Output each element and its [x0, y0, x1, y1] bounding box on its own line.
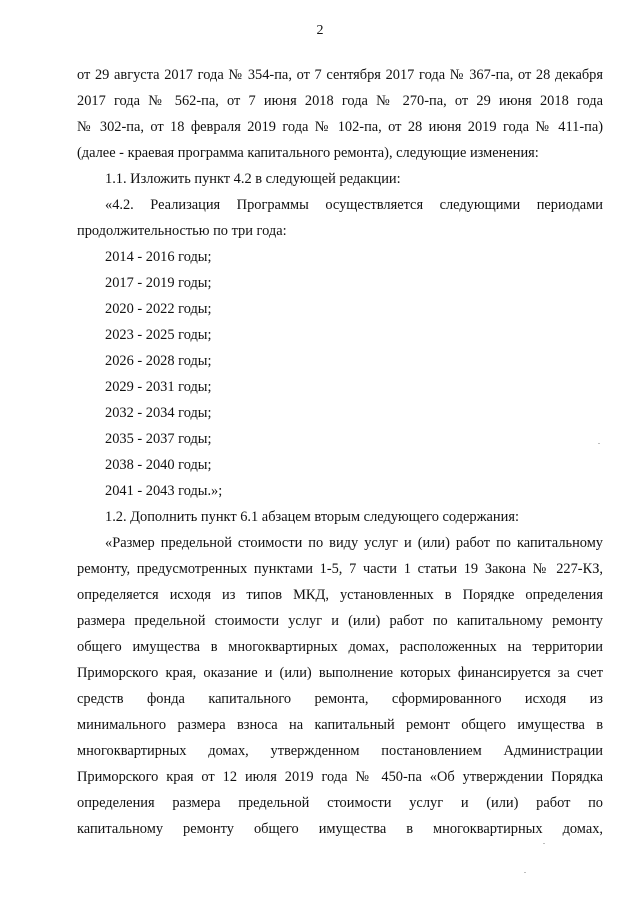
- period-item: 2035 - 2037 годы;: [105, 431, 212, 447]
- period-item: 2026 - 2028 годы;: [105, 353, 212, 369]
- addition-line: определения размера предельной стоимости услуг и (или) работ по: [77, 795, 603, 811]
- addition-line: размера предельной стоимости услуг и (или) работ по капитальному ремонту: [77, 613, 603, 629]
- addition-line: минимального размера взноса на капитальный ремонт общего имущества в: [77, 717, 603, 733]
- page-number: 2: [316, 23, 324, 38]
- addition-line: ремонту, предусмотренных пунктами 1-5, 7 части 1 статьи 19 Закона № 227-КЗ,: [77, 561, 603, 577]
- period-item: 2017 - 2019 годы;: [105, 275, 212, 291]
- intro-line: № 302-па, от 18 февраля 2019 года № 102-па, от 28 июня 2019 года № 411-па): [77, 119, 603, 135]
- intro-line: (далее - краевая программа капитального ремонта), следующие изменения:: [77, 145, 539, 161]
- intro-line: 2017 года № 562-па, от 7 июня 2018 года № 270-па, от 29 июня 2018 года: [77, 93, 603, 109]
- period-item: 2038 - 2040 годы;: [105, 457, 212, 473]
- clause-4-2-line: «4.2. Реализация Программы осуществляется следующими периодами: [105, 197, 603, 213]
- period-item: 2041 - 2043 годы.»;: [105, 483, 223, 499]
- period-item: 2029 - 2031 годы;: [105, 379, 212, 395]
- item-1-1: 1.1. Изложить пункт 4.2 в следующей редакции:: [105, 171, 401, 187]
- addition-line: многоквартирных домах, утвержденном постановлением Администрации: [77, 743, 603, 759]
- period-item: 2014 - 2016 годы;: [105, 249, 212, 265]
- scan-speck: [543, 843, 545, 844]
- item-1-2: 1.2. Дополнить пункт 6.1 абзацем вторым следующего содержания:: [105, 509, 519, 525]
- period-item: 2032 - 2034 годы;: [105, 405, 212, 421]
- addition-line: средств фонда капитального ремонта, сформированного исходя из: [77, 691, 603, 707]
- addition-line: определяется исходя из типов МКД, установленных в Порядке определения: [77, 587, 603, 603]
- addition-line: капитальному ремонту общего имущества в многоквартирных домах,: [77, 821, 603, 837]
- scan-speck: [524, 872, 526, 873]
- intro-line: от 29 августа 2017 года № 354-па, от 7 сентября 2017 года № 367-па, от 28 декабря: [77, 67, 603, 83]
- clause-4-2-line: продолжительностью по три года:: [77, 223, 287, 239]
- addition-line: Приморского края, оказание и (или) выполнение которых финансируется за счет: [77, 665, 603, 681]
- addition-line: «Размер предельной стоимости по виду услуг и (или) работ по капитальному: [105, 535, 603, 551]
- scan-speck: [598, 443, 600, 444]
- period-item: 2020 - 2022 годы;: [105, 301, 212, 317]
- period-item: 2023 - 2025 годы;: [105, 327, 212, 343]
- addition-line: Приморского края от 12 июля 2019 года № 450-па «Об утверждении Порядка: [77, 769, 603, 785]
- addition-line: общего имущества в многоквартирных домах, расположенных на территории: [77, 639, 603, 655]
